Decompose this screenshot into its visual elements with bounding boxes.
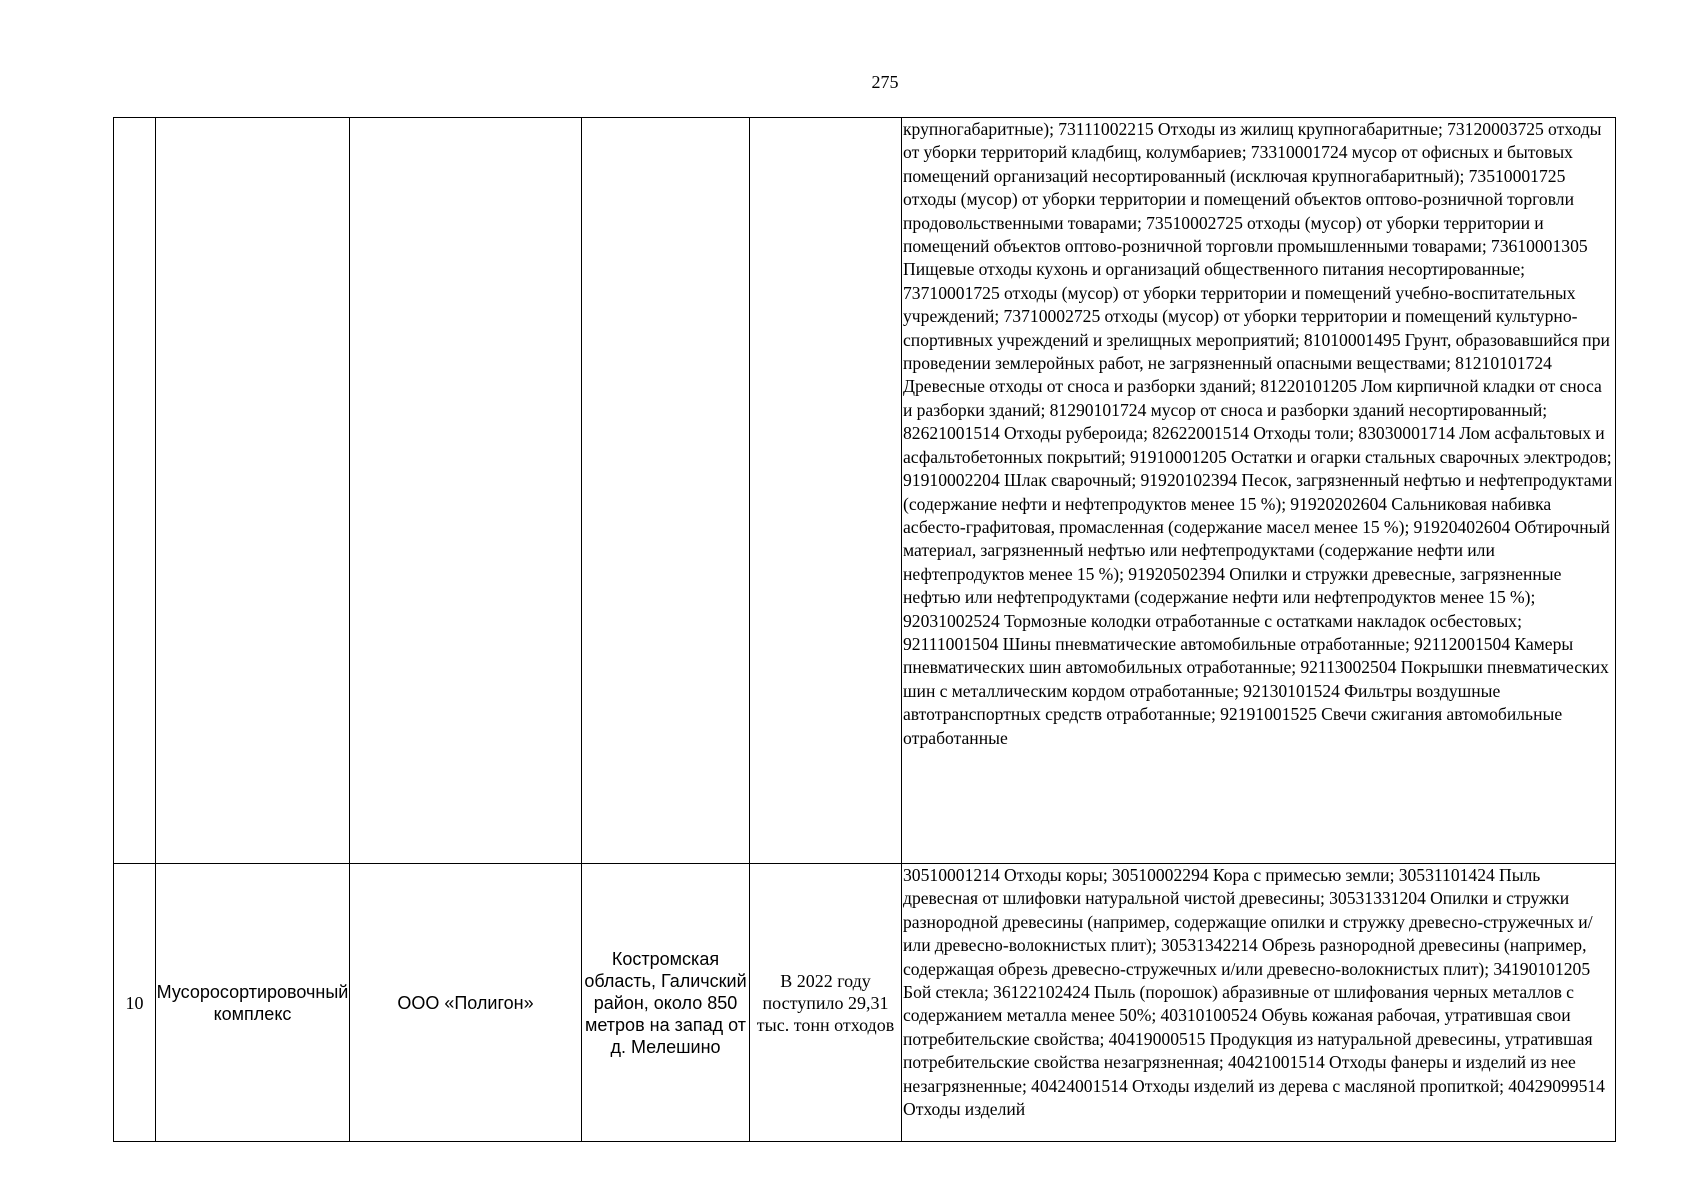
volume: В 2022 году поступило 29,31 тыс. тонн отходов — [750, 864, 902, 1142]
waste-facilities-table — [113, 117, 1616, 1142]
object-name: Мусоросортировочный комплекс — [156, 864, 350, 1142]
table-row — [114, 118, 1616, 864]
object-name — [156, 118, 350, 864]
row-number — [114, 118, 156, 864]
volume — [750, 118, 902, 864]
location — [582, 118, 750, 864]
operator-name — [350, 118, 582, 864]
waste-types: крупногабаритные); 73111002215 Отходы из жилищ крупногабаритные; 73120003725 отходы от уборки территорий кладбищ, колумбариев; 73310001724 мусор от офисных и бытовых помещений организаций несортированный (исключая крупногабаритный); 73510001725 отходы (мусор) от уборки территории и помещений объектов оптово-розничной торговли продовольственными товарами; 73510002725 отходы (мусор) от уборки территории и помещений объектов оптово-розничной торговли промышленными товарами; 73610001305 Пищевые отходы кухонь и организаций общественного питания несортированные; 73710001725 отходы (мусор) от уборки территории и помещений учебно-воспитательных учреждений; 73710002725 отходы (мусор) от уборки территории и помещений культурно-спортивных учреждений и зрелищных мероприятий; 81010001495 Грунт, образовавшийся при проведении землеройных работ, не загрязненный опасными веществами; 81210101724 Древесные отходы от сноса и разборки зданий; 81220101205 Лом кирпичной кладки от сноса и разборки зданий; 81290101724 мусор от сноса и разборки зданий несортированный; 82621001514 Отходы рубероида; 82622001514 Отходы толи; 83030001714 Лом асфальтовых и асфальтобетонных покрытий; 91910001205 Остатки и огарки стальных сварочных электродов; 91910002204 Шлак сварочный; 91920102394 Песок, загрязненный нефтью и нефтепродуктами (содержание нефти и нефтепродуктов менее 15 %); 91920202604 Сальниковая набивка асбесто-графитовая, промасленная (содержание масел менее 15 %); 91920402604 Обтирочный материал, загрязненный нефтью или нефтепродуктами (содержание нефти или нефтепродуктов менее 15 %); 91920502394 Опилки и стружки древесные, загрязненные нефтью или нефтепродуктами (содержание нефти или нефтепродуктов менее 15 %); 92031002524 Тормозные колодки отработанные с остатками накладок осбестовых; 92111001504 Шины пневматические автомобильные отработанные; 92112001504 Камеры пневматических шин автомобильных отработанные; 92113002504 Покрышки пневматических шин с металлическим кордом отработанные; 92130101524 Фильтры воздушные автотранспортных средств отработанные; 92191001525 Свечи сжигания автомобильные отработанные — [902, 118, 1616, 864]
page-number: 275 — [871, 72, 899, 92]
waste-types: 30510001214 Отходы коры; 30510002294 Кора с примесью земли; 30531101424 Пыль древесная от шлифовки натуральной чистой древесины; 30531331204 Опилки и стружки разнородной древесины (например, содержащие опилки и стружку древесно-стружечных и/или древесно-волокнистых плит); 30531342214 Обрезь разнородной древесины (например, содержащая обрезь древесно-стружечных и/или древесно-волокнистых плит); 34190101205 Бой стекла; 36122102424 Пыль (порошок) абразивные от шлифования черных металлов с содержанием металла менее 50%; 40310100524 Обувь кожаная рабочая, утратившая свои потребительские свойства; 40419000515 Продукция из натуральной древесины, утратившая потребительские свойства незагрязненная; 40421001514 Отходы фанеры и изделий из нее незагрязненные; 40424001514 Отходы изделий из дерева с масляной пропиткой; 40429099514 Отходы изделий — [902, 864, 1616, 1142]
operator-name: ООО «Полигон» — [350, 864, 582, 1142]
row-number: 10 — [114, 864, 156, 1142]
location: Костромская область, Галичский район, около 850 метров на запад от д. Мелешино — [582, 864, 750, 1142]
table-row — [114, 864, 1616, 1142]
